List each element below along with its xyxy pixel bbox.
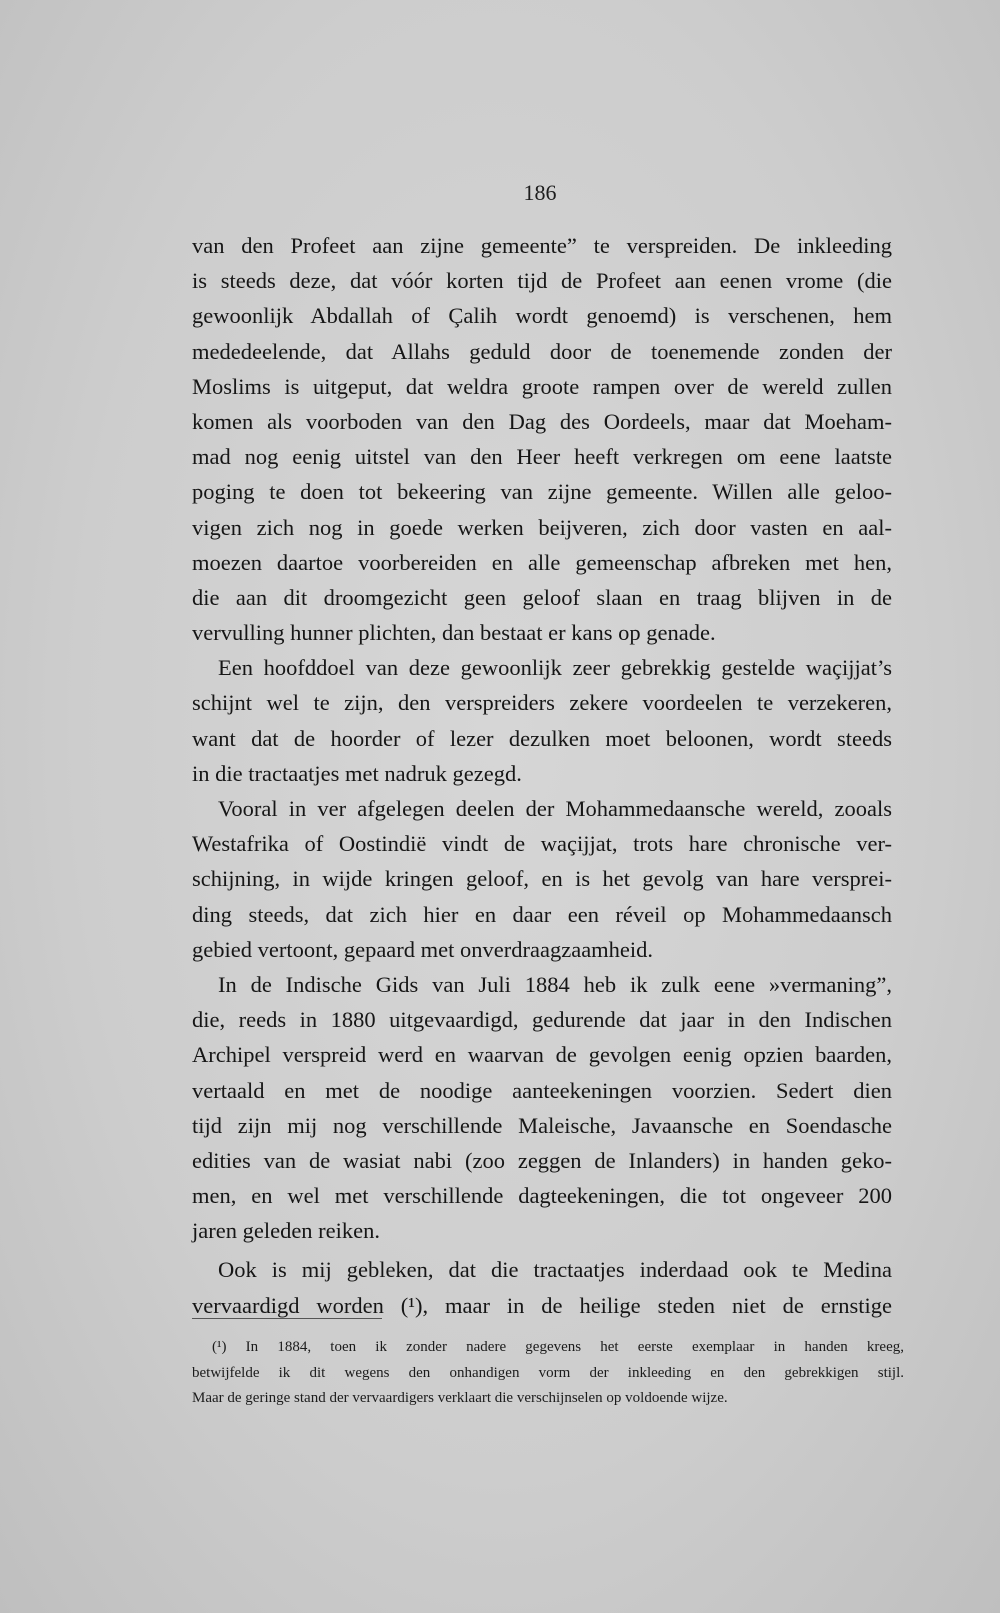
footnotes <box>192 1335 904 1412</box>
text-line: Westafrika of Oostindië vindt de waçijjat, trots hare chronische ver- <box>192 831 892 857</box>
text-line: edities van de wasiat nabi (zoo zeggen de Inlanders) in handen geko- <box>192 1147 892 1173</box>
text-line: vervaardigd worden (¹), maar in de heilige steden niet de ernstige <box>192 1292 892 1318</box>
text-line: van den Profeet aan zijne gemeente” te verspreiden. De inkleeding <box>192 233 892 258</box>
footnote-divider <box>192 1318 382 1319</box>
text-line: vigen zich nog in goede werken beijveren, zich door vasten en aal- <box>192 514 892 540</box>
text-line: Ook is mij gebleken, dat die tractaatjes inderdaad ook te Medina <box>218 1257 892 1283</box>
text-line: gewoonlijk Abdallah of Çalih wordt genoemd) is verschenen, hem <box>192 303 892 329</box>
text-line: In de Indische Gids van Juli 1884 heb ik zulk eene »vermaning”, <box>218 971 892 997</box>
text-line: tijd zijn mij nog verschillende Maleische, Javaansche en Soendasche <box>192 1112 892 1138</box>
text-line: want dat de hoorder of lezer dezulken moet beloonen, wordt steeds <box>192 725 892 751</box>
text-line: men, en wel met verschillende dagteekeningen, die tot ongeveer 200 <box>192 1183 892 1209</box>
text-line: schijning, in wijde kringen geloof, en is het gevolg van hare versprei- <box>192 866 892 892</box>
text-line: mededeelende, dat Allahs geduld door de toenemende zonden der <box>192 338 892 364</box>
footnote-line: (¹) In 1884, toen ik zonder nadere gegevens het eerste exemplaar in handen kreeg, <box>212 1339 904 1355</box>
text-line: poging te doen tot bekeering van zijne gemeente. Willen alle geloo- <box>192 479 892 505</box>
text-line: in die tractaatjes met nadruk gezegd. <box>192 760 522 786</box>
text-line: Vooral in ver afgelegen deelen der Mohammedaansche wereld, zooals <box>218 796 892 821</box>
text-line: jaren geleden reiken. <box>192 1218 381 1244</box>
text-line: vervulling hunner plichten, dan bestaat er kans op genade. <box>192 620 716 646</box>
footnote-line: Maar de geringe stand der vervaardigers verklaart die verschijnselen op voldoende wijze. <box>192 1390 728 1406</box>
text-line: is steeds deze, dat vóór korten tijd de Profeet aan eenen vrome (die <box>192 268 892 294</box>
text-line: gebied vertoont, gepaard met onverdraagzaamheid. <box>192 936 654 962</box>
text-line: die, reeds in 1880 uitgevaardigd, gedurende dat jaar in den Indischen <box>192 1007 892 1033</box>
page-number: 186 <box>523 180 557 205</box>
text-line: Archipel verspreid werd en waarvan de gevolgen eenig opzien baarden, <box>192 1042 892 1068</box>
text-line: schijnt wel te zijn, den verspreiders zekere voordeelen te verzekeren, <box>192 690 892 716</box>
text-line: moezen daartoe voorbereiden en alle gemeenschap afbreken met hen, <box>192 549 892 575</box>
text-line: ding steeds, dat zich hier en daar een réveil op Mohammedaansch <box>192 901 892 927</box>
text-line: Moslims is uitgeput, dat weldra groote rampen over de wereld zullen <box>192 373 892 399</box>
text-line: mad nog eenig uitstel van den Heer heeft verkregen om eene laatste <box>192 444 892 470</box>
body-text <box>192 228 892 1323</box>
text-line: vertaald en met de noodige aanteekeningen voorzien. Sedert dien <box>192 1077 892 1103</box>
text-line: komen als voorboden van den Dag des Oordeels, maar dat Moeham- <box>192 408 892 434</box>
footnote-line: betwijfelde ik dit wegens den onhandigen vorm der inkleeding en den gebrekkigen stijl. <box>192 1364 904 1381</box>
text-line: die aan dit droomgezicht geen geloof slaan en traag blijven in de <box>192 584 892 610</box>
text-line: Een hoofddoel van deze gewoonlijk zeer gebrekkig gestelde waçijjat’s <box>218 655 892 681</box>
